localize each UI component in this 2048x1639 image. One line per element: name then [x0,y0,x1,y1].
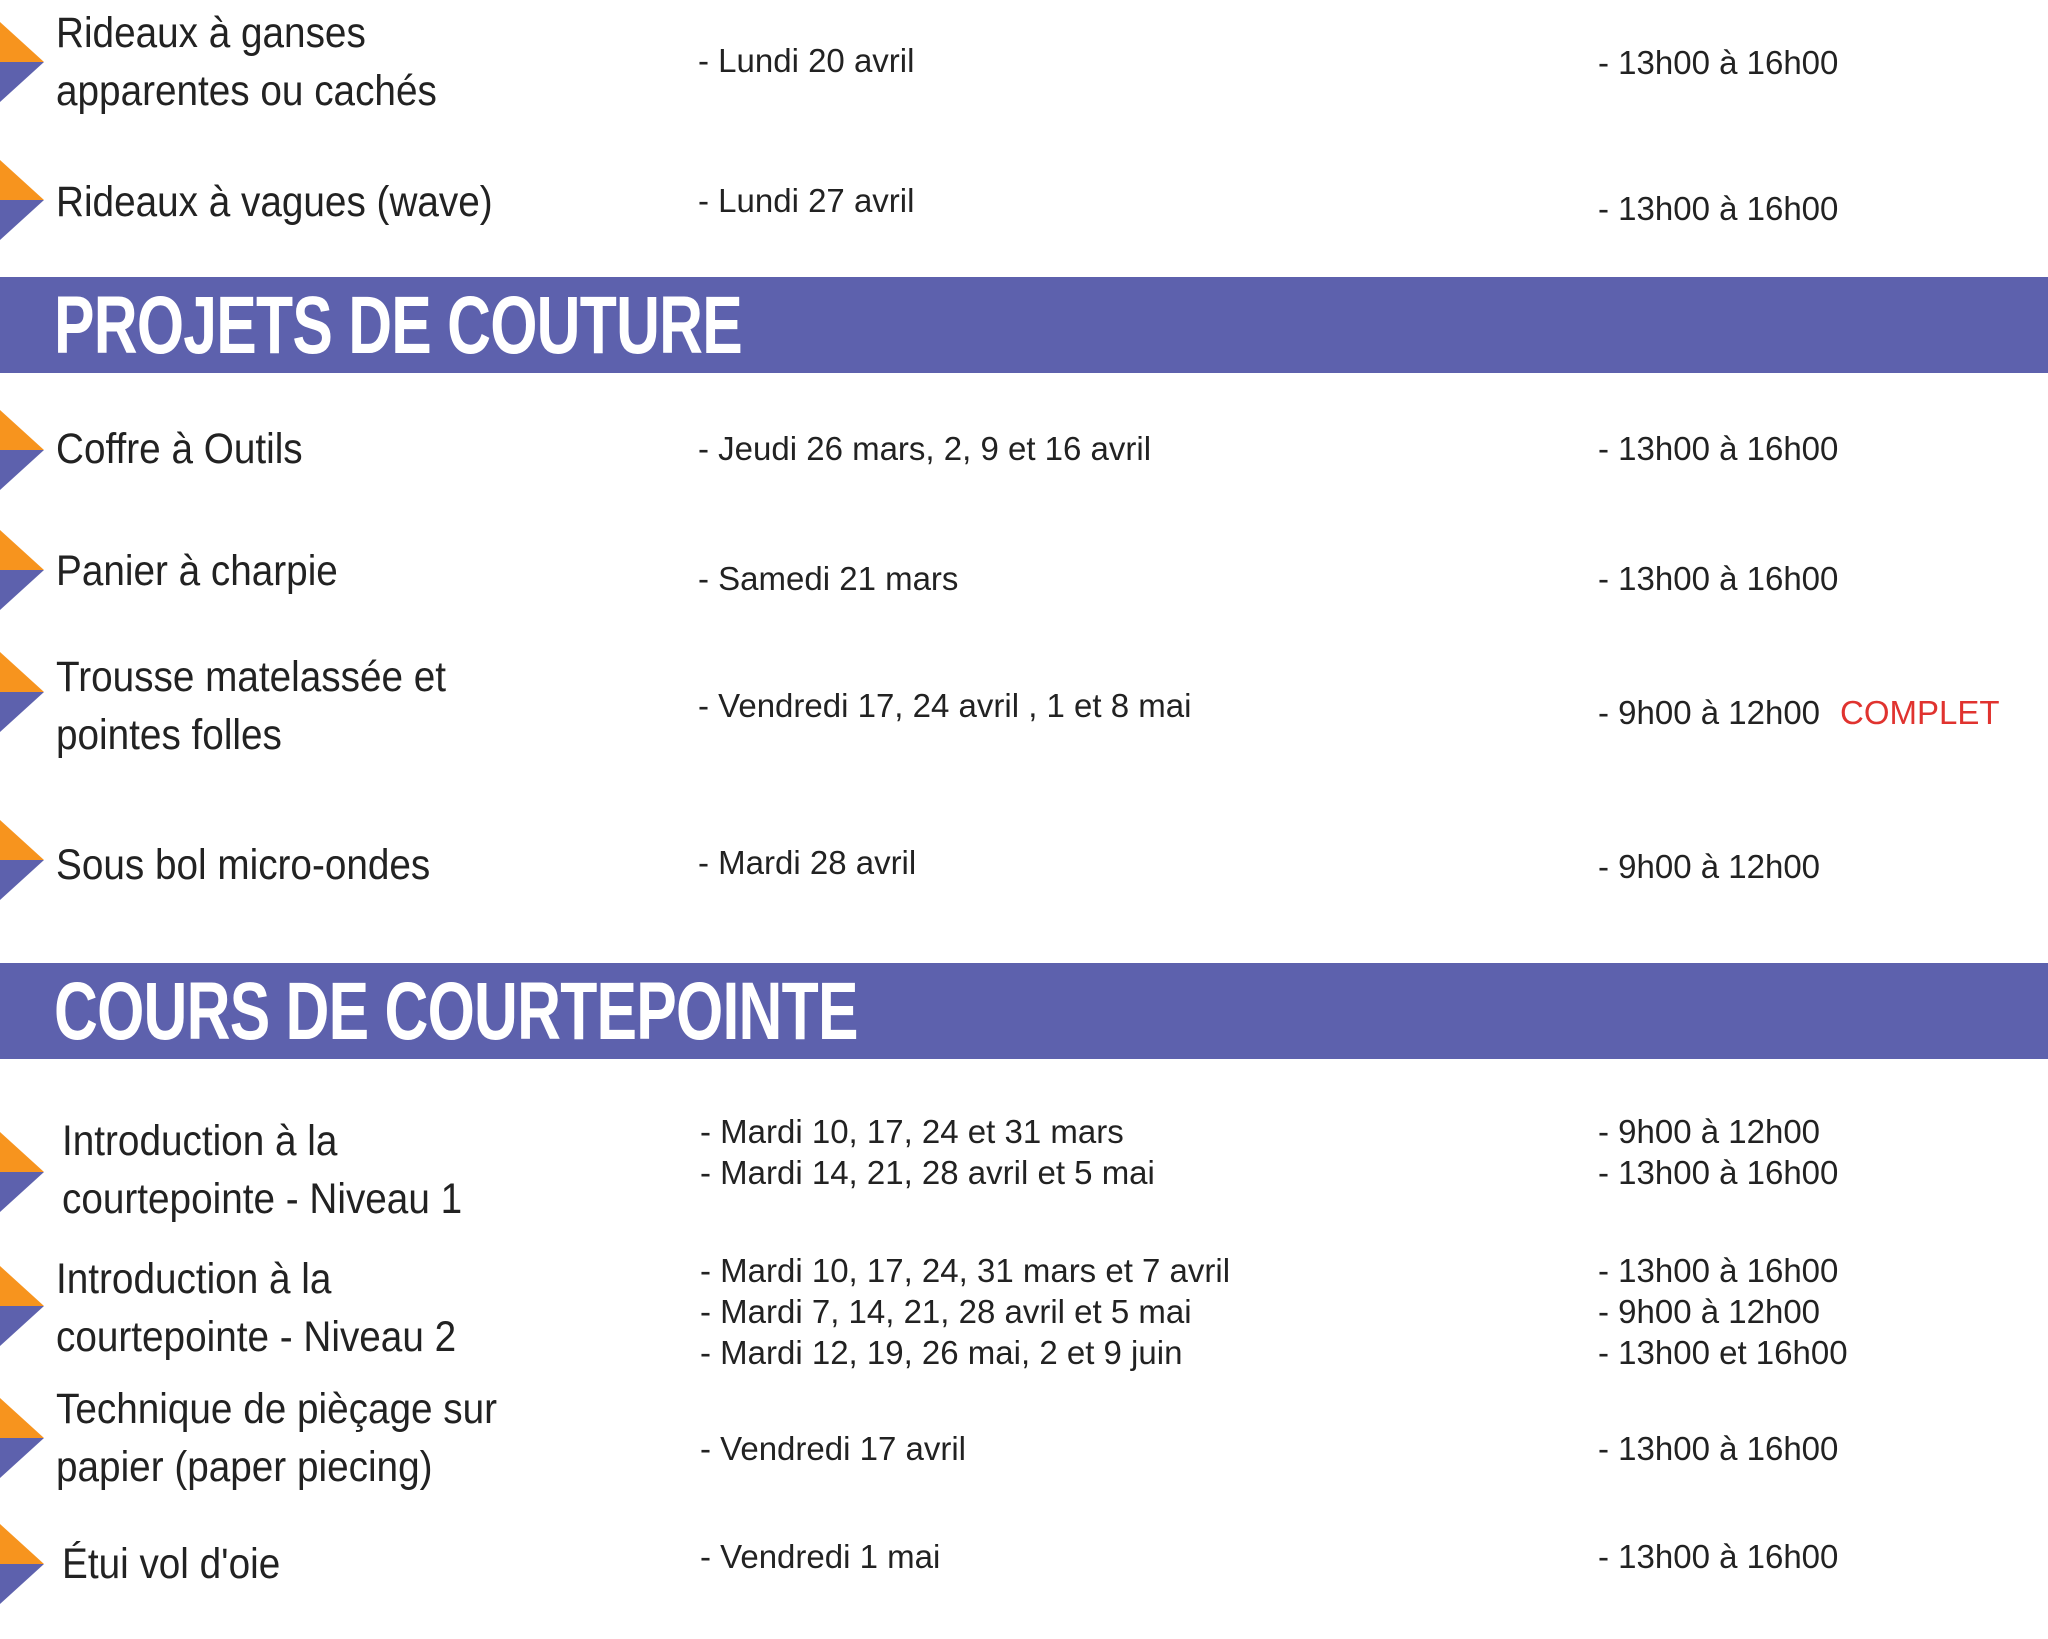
course-dates: - Vendredi 17 avril [700,1430,966,1467]
course-title: Coffre à Outils [56,425,303,473]
section-heading: PROJETS DE COUTURE [54,280,742,371]
course-title: Introduction à la courtepointe - Niveau 2 [56,1255,457,1361]
course-times: - 13h00 à 16h00 [1598,1430,1839,1467]
course-dates: - Jeudi 26 mars, 2, 9 et 16 avril [698,430,1152,467]
course-dates: - Lundi 20 avril [698,42,915,79]
course-times: - 13h00 à 16h00 - 9h00 à 12h00 - 13h00 et 16h00 [1598,1252,1848,1371]
course-title: Trousse matelassée et pointes folles [56,653,447,759]
course-title: Panier à charpie [56,547,338,595]
section-heading: COURS DE COURTEPOINTE [54,966,858,1057]
course-times: - 9h00 à 12h00 [1598,848,1821,885]
section-band-cours-courtepointe [0,963,2048,1059]
course-times: - 13h00 à 16h00 [1598,190,1839,227]
course-title: Introduction à la courtepointe - Niveau 1 [62,1117,463,1223]
course-title: Rideaux à ganses apparentes ou cachés [56,9,437,115]
triangle-marker-icon [0,1524,44,1604]
course-title: Technique de pièçage sur papier (paper piecing) [56,1385,498,1491]
triangle-marker-icon [0,652,44,732]
course-times: - 9h00 à 12h00 [1598,694,1821,731]
course-times: - 9h00 à 12h00 - 13h00 à 16h00 [1598,1113,1839,1191]
course-dates: - Mardi 10, 17, 24 et 31 mars - Mardi 14, 21, 28 avril et 5 mai [700,1113,1155,1191]
course-times: - 13h00 à 16h00 [1598,1538,1839,1575]
triangle-marker-icon [0,1132,44,1212]
triangle-marker-icon [0,160,44,240]
course-dates: - Mardi 28 avril [698,844,917,881]
course-dates: - Mardi 10, 17, 24, 31 mars et 7 avril - Mardi 7, 14, 21, 28 avril et 5 mai - Mardi 12, 19, 26 mai, 2 et 9 juin [700,1252,1231,1371]
triangle-marker-icon [0,820,44,900]
triangle-marker-icon [0,22,44,102]
status-badge-complet: COMPLET [1840,694,2000,731]
course-times: - 13h00 à 16h00 [1598,560,1839,597]
course-title: Étui vol d'oie [62,1540,281,1588]
course-dates: - Samedi 21 mars [698,560,959,597]
triangle-marker-icon [0,1266,44,1346]
course-dates: - Vendredi 1 mai [700,1538,941,1575]
course-dates: - Vendredi 17, 24 avril , 1 et 8 mai [698,687,1192,724]
course-times: - 13h00 à 16h00 [1598,44,1839,81]
course-dates: - Lundi 27 avril [698,182,915,219]
triangle-marker-icon [0,410,44,490]
triangle-marker-icon [0,1398,44,1478]
course-title: Rideaux à vagues (wave) [56,178,493,226]
triangle-marker-icon [0,530,44,610]
course-title: Sous bol micro-ondes [56,841,431,889]
course-times: - 13h00 à 16h00 [1598,430,1839,467]
section-band-projets-couture [0,277,2048,373]
